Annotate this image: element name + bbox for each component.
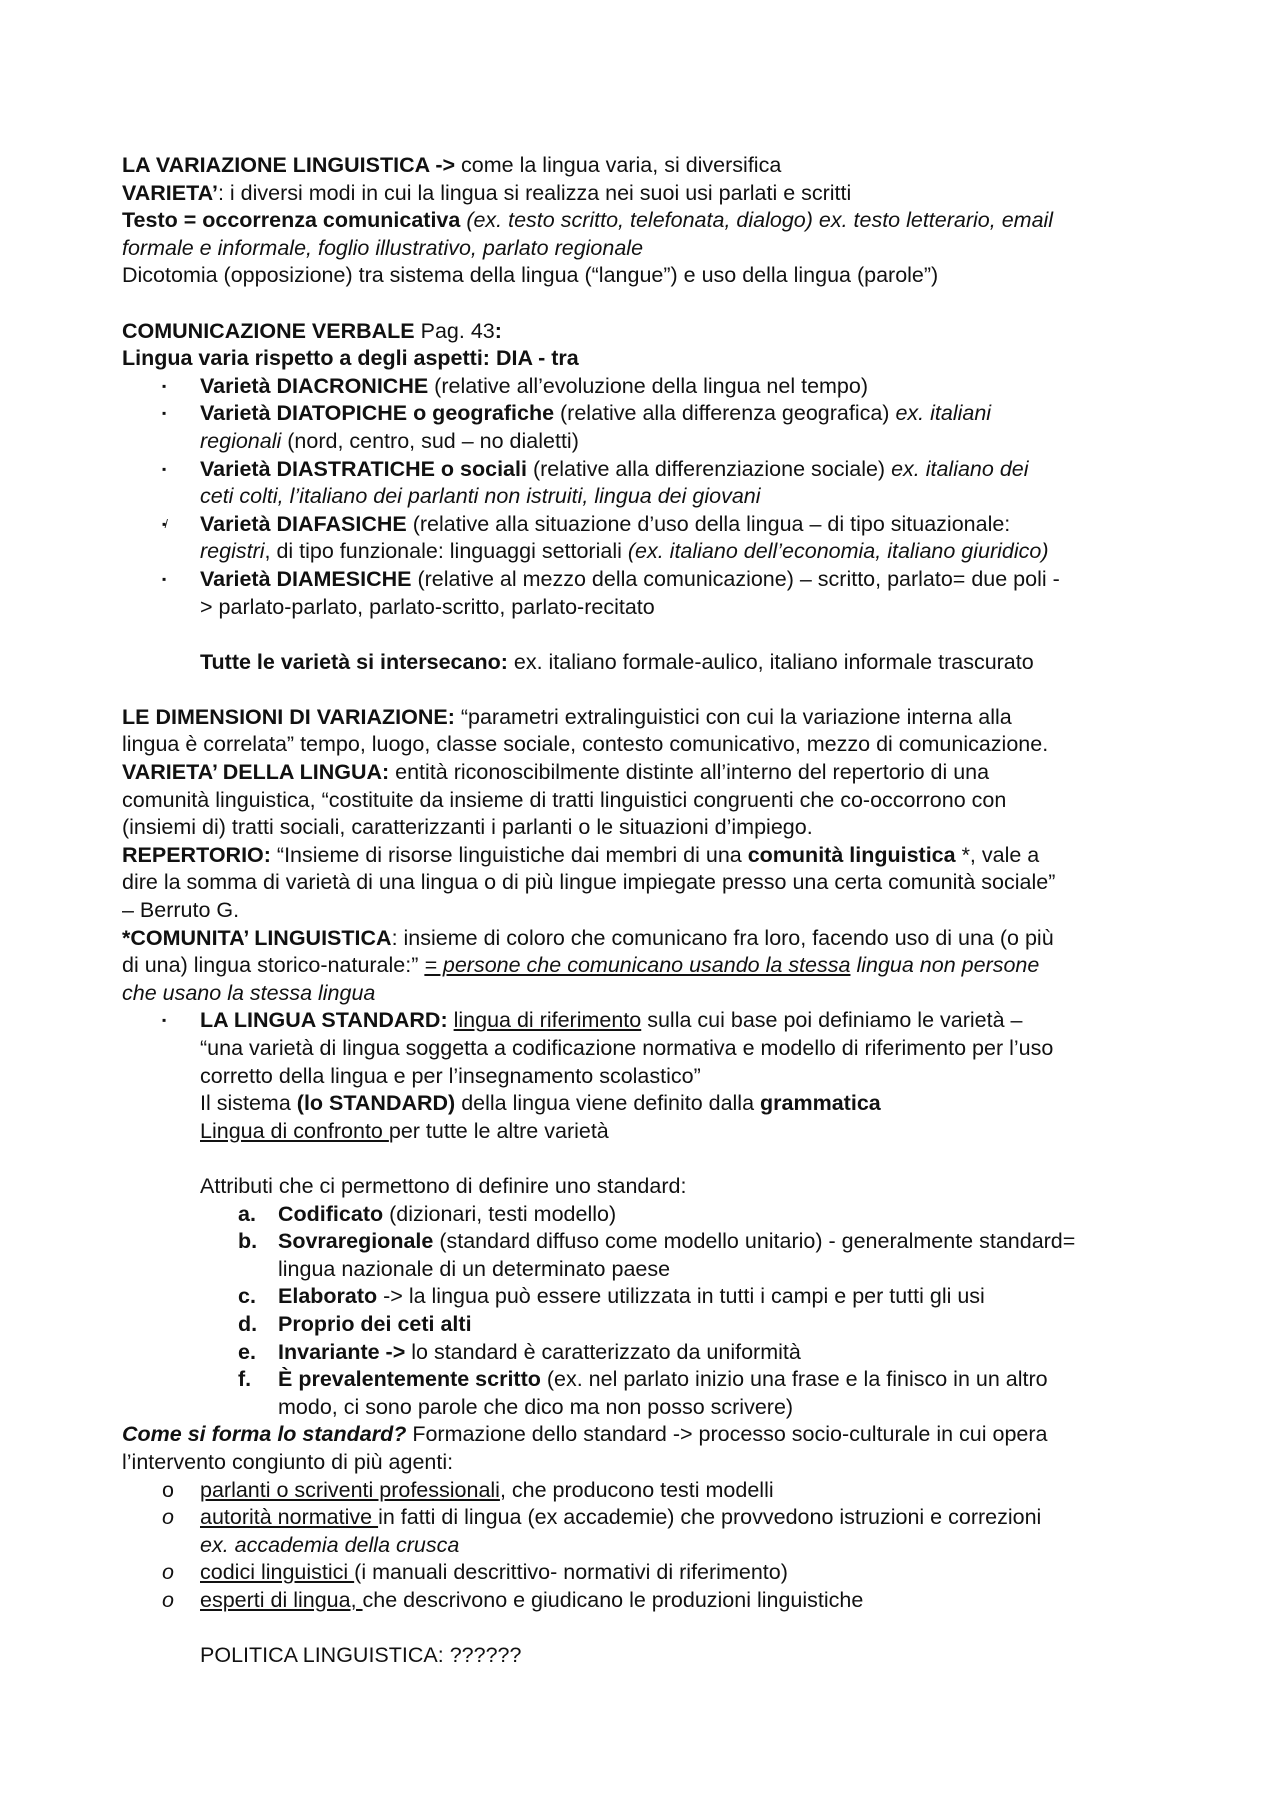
text-span: lingua non persone xyxy=(850,953,1040,978)
list-item-esperti xyxy=(122,1587,1182,1615)
list-marker: c. xyxy=(238,1284,256,1309)
text-span: grammatica xyxy=(760,1091,881,1116)
list-item-diamesiche xyxy=(122,566,1182,621)
text-span: esperti di lingua, xyxy=(200,1587,363,1612)
text-span: codici linguistici xyxy=(200,1560,355,1585)
colon: : xyxy=(494,318,502,343)
text-line: modo, ci sono parole che dico ma non posso scrivere) xyxy=(278,1394,794,1419)
definition-varieta xyxy=(122,180,1182,208)
term: Varietà DIASTRATICHE o sociali xyxy=(200,456,527,481)
term: VARIETA’ xyxy=(122,180,218,205)
list-item-diastratiche xyxy=(122,456,1182,511)
text-span: ex. italiani xyxy=(895,401,992,426)
heading-comunicazione-verbale xyxy=(122,318,1182,346)
heading-text: COMUNICAZIONE VERBALE xyxy=(122,318,415,343)
text-line: ex. accademia della crusca xyxy=(200,1532,460,1557)
text-line: l’intervento congiunto di più agenti: xyxy=(122,1449,454,1474)
text-span: (dizionari, testi modello) xyxy=(383,1201,617,1226)
definition-dimensioni xyxy=(122,704,1182,732)
text-line: ceti colti, l’italiano dei parlanti non istruiti, lingua dei giovani xyxy=(200,484,761,509)
text-span: lingua di riferimento xyxy=(453,1008,642,1033)
text-span: in fatti di lingua (ex accademie) che provvedono istruzioni e correzioni xyxy=(378,1505,1042,1530)
text-span: (lo STANDARD) xyxy=(296,1091,456,1116)
text-line: formale e informale, foglio illustrativo, parlato regionale xyxy=(122,235,644,260)
list-item-elaborato xyxy=(122,1283,1182,1311)
term: LE DIMENSIONI DI VARIAZIONE: xyxy=(122,704,455,729)
text-span: (i manuali descrittivo- normativi di riferimento) xyxy=(354,1560,788,1585)
text-span: (relative al mezzo della comunicazione) – scritto, parlato= due poli - xyxy=(411,566,1060,591)
list-item-diatopiche xyxy=(122,400,1182,455)
list-item-lingua-standard xyxy=(122,1007,1182,1145)
circle-bullet-icon: o xyxy=(162,1560,174,1585)
text-span: , che producono testi modelli xyxy=(499,1477,774,1502)
attributes-intro: Attributi che ci permettono di definire uno standard: xyxy=(200,1173,687,1198)
text-span: sulla cui base poi definiamo le varietà – xyxy=(641,1008,1023,1033)
text-span: (nord, centro, sud – no dialetti) xyxy=(281,428,579,453)
text-span: lo standard è caratterizzato da uniformità xyxy=(405,1339,801,1364)
text-line: “una varietà di lingua soggetta a codificazione normativa e modello di riferimento per l’uso xyxy=(200,1036,1054,1060)
term: Varietà DIAMESICHE xyxy=(200,566,412,591)
text-span: (ex. nel parlato inizio una frase e la finisco in un altro xyxy=(540,1367,1048,1392)
text-span: “parametri extralinguistici con cui la variazione interna alla xyxy=(454,704,1012,729)
text-span: entità riconoscibilmente distinte all’interno del repertorio di una xyxy=(389,760,990,785)
term: *COMUNITA’ LINGUISTICA xyxy=(122,925,392,950)
square-bullet-icon: ▪ xyxy=(162,406,167,421)
list-marker: e. xyxy=(238,1339,256,1364)
square-bullet-icon: ▪ xyxy=(162,571,167,586)
term: Come si forma lo standard? xyxy=(122,1422,407,1447)
subheading-aspetti: Lingua varia rispetto a degli aspetti: DIA - tra xyxy=(122,346,579,371)
term: Codificato xyxy=(278,1201,384,1226)
text-line: lingua è correlata” tempo, luogo, classe sociale, contesto comunicativo, mezzo di comunicazione. xyxy=(122,732,1049,757)
text-span: : i diversi modi in cui la lingua si realizza nei suoi usi parlati e scritti xyxy=(217,180,852,205)
square-bullet-icon: ▪ xyxy=(162,1013,167,1028)
text-span: per tutte le altre varietà xyxy=(388,1118,609,1143)
text-span: di una) lingua storico-naturale:” xyxy=(122,953,425,978)
question-forma-standard xyxy=(122,1421,1182,1449)
blank-line xyxy=(122,676,1182,704)
term: Invariante -> xyxy=(278,1339,406,1364)
text-span: = persone che comunicano usando la stessa xyxy=(424,953,851,978)
list-item-codificato xyxy=(122,1201,1182,1229)
text-span: che descrivono e giudicano le produzioni linguistiche xyxy=(362,1587,864,1612)
text-span: : insieme di coloro che comunicano fra loro, facendo uso di una (o più xyxy=(391,925,1054,950)
text-line: > parlato-parlato, parlato-scritto, parlato-recitato xyxy=(200,594,655,619)
text-span: (ex. testo scritto, telefonata, dialogo) ex. testo letterario, email xyxy=(460,208,1054,233)
definition-testo xyxy=(122,207,1182,235)
list-item-sovraregionale xyxy=(122,1228,1182,1283)
text-span: *, vale a xyxy=(955,842,1040,867)
square-bullet-icon: ▪ xyxy=(162,378,167,393)
politica-linguistica: POLITICA LINGUISTICA: ?????? xyxy=(200,1643,522,1668)
text-span: parlanti o scriventi professionali xyxy=(200,1477,500,1502)
list-item-invariante xyxy=(122,1339,1182,1367)
blank-line xyxy=(122,1614,1182,1642)
list-item-ceti-alti xyxy=(122,1311,1182,1339)
list-item-codici xyxy=(122,1559,1182,1587)
text-line: lingua nazionale di un determinato paese xyxy=(278,1256,671,1281)
text-span: registri xyxy=(200,539,265,564)
text-span: (relative alla situazione d’uso della lingua – di tipo situazionale: xyxy=(406,511,1011,536)
text-line: che usano la stessa lingua xyxy=(122,980,376,1005)
blank-line xyxy=(122,290,1182,318)
term: LA LINGUA STANDARD: xyxy=(200,1008,448,1033)
page-ref: Pag. 43 xyxy=(414,318,495,343)
list-marker: d. xyxy=(238,1311,258,1336)
text-span: Formazione dello standard -> processo socio-culturale in cui opera xyxy=(406,1422,1048,1447)
heading-variazione-linguistica xyxy=(122,152,1182,180)
text-span: Il sistema xyxy=(200,1091,297,1116)
list-item-scritto xyxy=(122,1366,1182,1421)
definition-repertorio xyxy=(122,842,1182,870)
document-body xyxy=(122,152,1182,1670)
term: Elaborato xyxy=(278,1284,378,1309)
heading-text: LA VARIAZIONE LINGUISTICA -> xyxy=(122,153,456,177)
term: Varietà DIATOPICHE o geografiche xyxy=(200,401,555,426)
text-span: -> la lingua può essere utilizzata in tutti i campi e per tutti gli usi xyxy=(377,1284,985,1309)
text-span: , di tipo funzionale: linguaggi settoriali xyxy=(264,539,628,564)
text-span: autorità normative xyxy=(200,1505,379,1530)
term: È prevalentemente scritto xyxy=(278,1367,541,1392)
term: Varietà DIACRONICHE xyxy=(200,373,429,398)
list-item-diafasiche xyxy=(122,511,1182,566)
definition-comunita xyxy=(122,925,1182,953)
text-line: Dicotomia (opposizione) tra sistema della lingua (“langue”) e uso della lingua (parole”) xyxy=(122,263,939,288)
term: Varietà DIAFASICHE xyxy=(200,511,407,536)
blank-line xyxy=(122,1145,1182,1173)
term: Proprio dei ceti alti xyxy=(278,1311,472,1336)
text-span: (relative alla differenziazione sociale) xyxy=(526,456,892,481)
text-span: come la lingua varia, si diversifica xyxy=(455,153,782,177)
term: REPERTORIO: xyxy=(122,842,271,867)
list-marker: a. xyxy=(238,1201,256,1226)
list-marker: f. xyxy=(238,1367,252,1392)
square-bullet-icon: ▪ xyxy=(162,461,167,476)
blank-line xyxy=(122,621,1182,649)
text-line xyxy=(122,952,1182,980)
text-span: della lingua viene definito dalla xyxy=(455,1091,761,1116)
text-line: corretto della lingua e per l’insegnamento scolastico” xyxy=(200,1063,701,1088)
circle-bullet-icon: o xyxy=(162,1587,174,1612)
text-span: (ex. italiano dell’economia, italiano giuridico) xyxy=(627,539,1049,564)
text-line: – Berruto G. xyxy=(122,898,240,923)
list-marker: b. xyxy=(238,1229,258,1254)
circle-bullet-icon: o xyxy=(162,1505,174,1530)
text-span: ex. italiano dei xyxy=(891,456,1029,481)
term: Tutte le varietà si intersecano: xyxy=(200,649,508,674)
intersezione-note xyxy=(122,649,1182,677)
definition-varieta-lingua xyxy=(122,759,1182,787)
square-bullet-icon: ▪̸ xyxy=(162,516,167,531)
text-line: dire la somma di varietà di una lingua o di più lingue impiegate presso una certa comunità sociale” xyxy=(122,870,1056,895)
text-span: (standard diffuso come modello unitario) - generalmente standard= xyxy=(433,1229,1076,1254)
text-span: comunità linguistica xyxy=(747,842,956,867)
text-span: (relative alla differenza geografica) xyxy=(554,401,896,426)
text-span: ex. italiano formale-aulico, italiano informale trascurato xyxy=(507,649,1034,674)
list-item-parlanti xyxy=(122,1477,1182,1505)
text-span: Lingua di confronto xyxy=(200,1118,389,1143)
text-span: regionali xyxy=(200,428,282,453)
text-span: (relative all’evoluzione della lingua nel tempo) xyxy=(428,373,869,398)
list-item-autorita xyxy=(122,1504,1182,1559)
term: VARIETA’ DELLA LINGUA: xyxy=(122,760,390,785)
text-line: comunità linguistica, “costituite da insieme di tratti linguistici congruenti che co-occorrono con xyxy=(122,787,1007,812)
text-line: (insiemi di) tratti sociali, caratterizzanti i parlanti o le situazioni d’impiego. xyxy=(122,815,813,840)
term: Testo = occorrenza comunicativa xyxy=(122,208,461,233)
circle-bullet-icon: o xyxy=(162,1477,174,1502)
text-span: “Insieme di risorse linguistiche dai membri di una xyxy=(270,842,748,867)
list-item-diacroniche xyxy=(122,373,1182,401)
term: Sovraregionale xyxy=(278,1229,434,1254)
